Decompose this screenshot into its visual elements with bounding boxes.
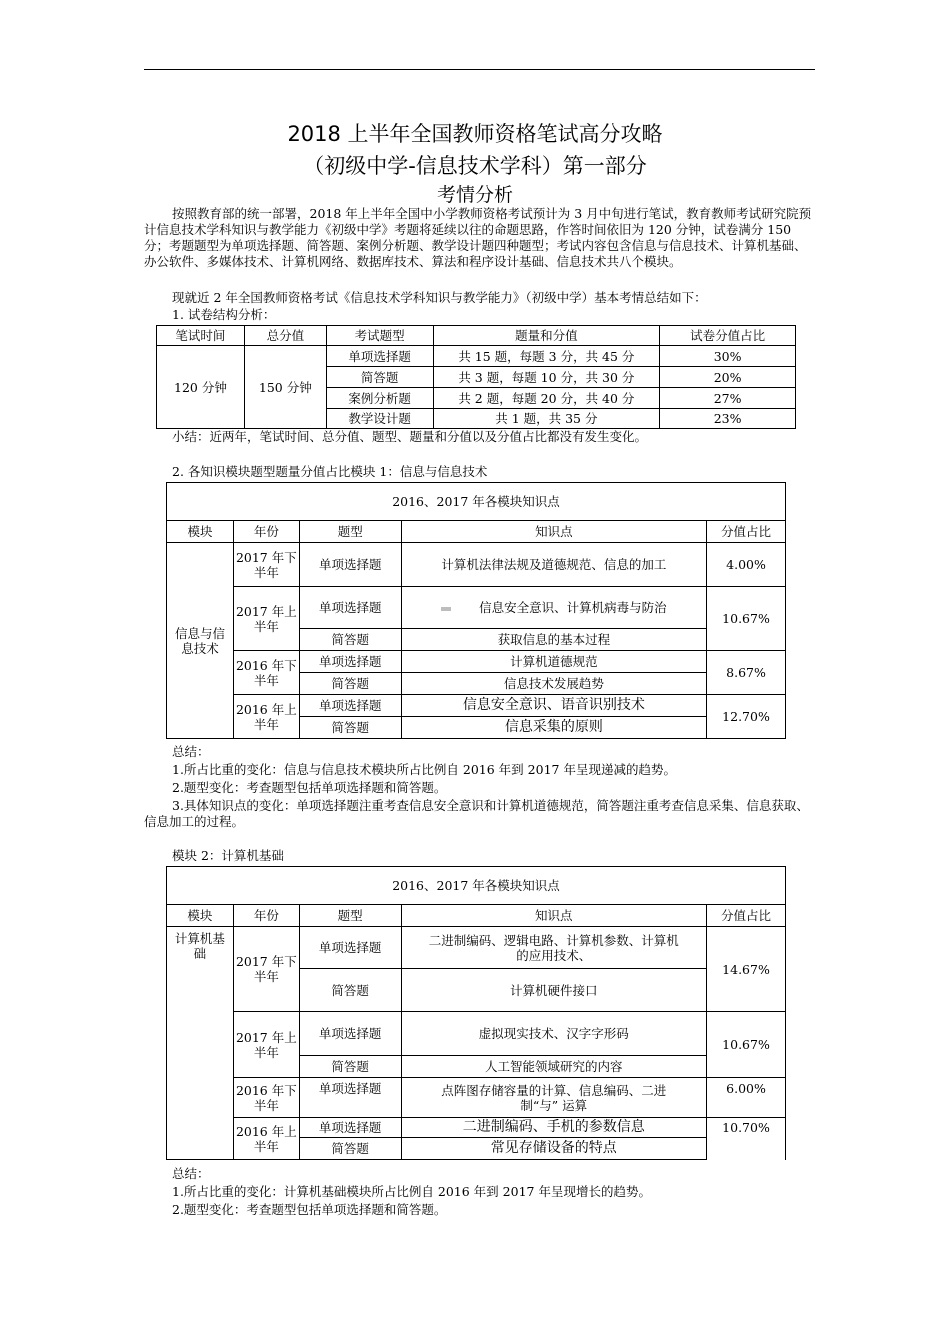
- table-header-row: [157, 326, 796, 346]
- knowledge-point-cell: 二进制编码、手机的参数信息: [401, 1118, 706, 1138]
- table-header-row: [167, 905, 786, 927]
- question-type-cell: 单项选择题: [299, 1012, 401, 1056]
- year-cell: 2016 年下半年: [233, 1078, 299, 1118]
- scan-mark: [441, 607, 451, 611]
- question-type-cell: 单项选择题: [299, 543, 401, 587]
- table-row: [167, 1118, 786, 1138]
- table-row: [167, 587, 786, 629]
- header-cell: 题型: [299, 521, 401, 543]
- module2-heading: 模块 2：计算机基础: [172, 848, 284, 863]
- knowledge-point-cell: 信息技术发展趋势: [401, 673, 706, 695]
- question-type-cell: 单项选择题: [299, 587, 401, 629]
- knowledge-point-cell: 信息安全意识、语音识别技术: [401, 695, 706, 717]
- module1-heading: 2. 各知识模块题型题量分值占比模块 1：信息与信息技术: [172, 464, 488, 479]
- table-row: [167, 695, 786, 717]
- exam-structure-table: [156, 325, 796, 429]
- section-title: 考情分析: [436, 184, 513, 206]
- question-type-cell: 简答题: [299, 1056, 401, 1078]
- question-type-cell: 简答题: [299, 629, 401, 651]
- question-type-cell: 案例分析题: [326, 388, 433, 409]
- section1-heading: 1. 试卷结构分析：: [172, 307, 276, 322]
- knowledge-point-cell: 计算机硬件接口: [401, 969, 706, 1012]
- table-header-row: [167, 521, 786, 543]
- knowledge-point-cell: 点阵图存储容量的计算、信息编码、二进制“与” 运算: [401, 1078, 706, 1118]
- knowledge-point-cell: 二进制编码、逻辑电路、计算机参数、计算机的应用技术、: [401, 927, 706, 969]
- question-type-cell: 单项选择题: [326, 346, 433, 367]
- year-cell: 2016 年上半年: [233, 695, 299, 739]
- year-cell: 2017 年上半年: [233, 587, 299, 651]
- header-cell: 模块: [167, 521, 234, 543]
- module1-summary-1: 1.所占比重的变化：信息与信息技术模块所占比例自 2016 年到 2017 年呈现递减的趋势。: [172, 762, 676, 777]
- knowledge-point-cell: 人工智能领域研究的内容: [401, 1056, 706, 1078]
- module1-table: [166, 482, 786, 739]
- exam-time-cell: 120 分钟: [157, 346, 245, 429]
- module1-summary-title: 总结：: [172, 744, 210, 759]
- header-cell: 题量和分值: [433, 326, 660, 346]
- header-rule: [144, 69, 815, 70]
- table-title-row: [167, 867, 786, 905]
- table1-summary: 小结：近两年，笔试时间、总分值、题型、题量和分值以及分值占比都没有发生变化。: [172, 429, 648, 444]
- question-type-cell: 单项选择题: [299, 927, 401, 969]
- question-type-cell: 单项选择题: [299, 651, 401, 673]
- header-cell: 模块: [167, 905, 234, 927]
- knowledge-point-cell: 获取信息的基本过程: [401, 629, 706, 651]
- knowledge-point-text: 信息安全意识、计算机病毒与防治: [479, 600, 667, 615]
- question-type-cell: 简答题: [299, 969, 401, 1012]
- question-type-cell: 单项选择题: [299, 695, 401, 717]
- header-cell: 分值占比: [707, 905, 786, 927]
- ratio-cell: 30%: [660, 346, 796, 367]
- module2-summary-title: 总结：: [172, 1166, 210, 1181]
- year-cell: 2016 年上半年: [233, 1118, 299, 1160]
- doc-title: 2018 上半年全国教师资格笔试高分攻略: [287, 122, 663, 146]
- module1-summary-2: 2.题型变化：考查题型包括单项选择题和简答题。: [172, 780, 447, 795]
- module1-summary-3: 3.具体知识点的变化：单项选择题注重考查信息安全意识和计算机道德规范，简答题注重考查信息采集、信息获取、信息加工的过程。: [144, 798, 809, 829]
- amount-cell: 共 15 题，每题 3 分，共 45 分: [433, 346, 660, 367]
- table-row: [167, 927, 786, 969]
- module2-table: [166, 866, 786, 1160]
- knowledge-point-cell: 虚拟现实技术、汉字字形码: [401, 1012, 706, 1056]
- header-cell: 分值占比: [707, 521, 786, 543]
- knowledge-point-cell: [401, 587, 706, 629]
- table-row: [167, 543, 786, 587]
- ratio-cell: 27%: [660, 388, 796, 409]
- header-cell: 年份: [233, 905, 299, 927]
- amount-cell: 共 3 题，每题 10 分，共 30 分: [433, 367, 660, 388]
- amount-cell: 共 2 题，每题 20 分，共 40 分: [433, 388, 660, 409]
- header-cell: 知识点: [401, 905, 706, 927]
- ratio-cell: 23%: [660, 409, 796, 429]
- ratio-cell: 10.67%: [707, 1012, 786, 1078]
- year-cell: 2017 年下半年: [233, 927, 299, 1012]
- year-cell: 2017 年下半年: [233, 543, 299, 587]
- year-cell: 2017 年上半年: [233, 1012, 299, 1078]
- knowledge-point-cell: 计算机法律法规及道德规范、信息的加工: [401, 543, 706, 587]
- knowledge-point-cell: 计算机道德规范: [401, 651, 706, 673]
- table-title-row: [167, 483, 786, 521]
- intro-paragraph: 按照教育部的统一部署，2018 年上半年全国中小学教师资格考试预计为 3 月中旬进行笔试，教育教师考试研究院预计信息技术学科知识与教学能力《初级中学》考题将延续以往的命题思路，作答时间依旧为 120 分钟，试卷满分 150 分；考题题型为单项选择题、简答题、案例分析题、教学设计题四种题型；考试内容包含信息与信息技术、计算机基础、办公软件、多媒体技术、计算机网络、数据库技术、算法和程序设计基础、信息技术共八个模块。: [144, 206, 812, 269]
- ratio-cell: 4.00%: [707, 543, 786, 587]
- table-title: 2016、2017 年各模块知识点: [167, 867, 786, 905]
- ratio-cell: 14.67%: [707, 927, 786, 1012]
- table-row: [157, 346, 796, 367]
- ratio-cell: 20%: [660, 367, 796, 388]
- total-score-cell: 150 分钟: [244, 346, 326, 429]
- question-type-cell: 单项选择题: [299, 1118, 401, 1138]
- module-name-cell: 计算机基础: [167, 927, 234, 1160]
- module-name-cell: 信息与信息技术: [167, 543, 234, 739]
- header-cell: 试卷分值占比: [660, 326, 796, 346]
- amount-cell: 共 1 题，共 35 分: [433, 409, 660, 429]
- ratio-cell: 10.70%: [707, 1118, 786, 1160]
- knowledge-point-cell: 信息采集的原则: [401, 717, 706, 739]
- doc-subtitle: （初级中学-信息技术学科）第一部分: [303, 154, 647, 178]
- module2-summary-2: 2.题型变化：考查题型包括单项选择题和简答题。: [172, 1202, 447, 1217]
- question-type-cell: 简答题: [299, 717, 401, 739]
- ratio-cell: 8.67%: [707, 651, 786, 695]
- table-row: [167, 651, 786, 673]
- header-cell: 总分值: [244, 326, 326, 346]
- question-type-cell: 教学设计题: [326, 409, 433, 429]
- header-cell: 年份: [233, 521, 299, 543]
- table-row: [167, 1078, 786, 1118]
- header-cell: 笔试时间: [157, 326, 245, 346]
- table-title: 2016、2017 年各模块知识点: [167, 483, 786, 521]
- header-cell: 题型: [299, 905, 401, 927]
- year-cell: 2016 年下半年: [233, 651, 299, 695]
- table-row: [167, 1012, 786, 1056]
- question-type-cell: 简答题: [326, 367, 433, 388]
- question-type-cell: 简答题: [299, 1138, 401, 1160]
- ratio-cell: 6.00%: [707, 1078, 786, 1118]
- ratio-cell: 12.70%: [707, 695, 786, 739]
- question-type-cell: 简答题: [299, 673, 401, 695]
- header-cell: 考试题型: [326, 326, 433, 346]
- header-cell: 知识点: [401, 521, 706, 543]
- question-type-cell: 单项选择题: [299, 1078, 401, 1118]
- knowledge-point-cell: 常见存储设备的特点: [401, 1138, 706, 1160]
- intro-summary-line: 现就近 2 年全国教师资格考试《信息技术学科知识与教学能力》（初级中学）基本考情总结如下：: [172, 290, 707, 305]
- module2-summary-1: 1.所占比重的变化：计算机基础模块所占比例自 2016 年到 2017 年呈现增长的趋势。: [172, 1184, 651, 1199]
- ratio-cell: 10.67%: [707, 587, 786, 651]
